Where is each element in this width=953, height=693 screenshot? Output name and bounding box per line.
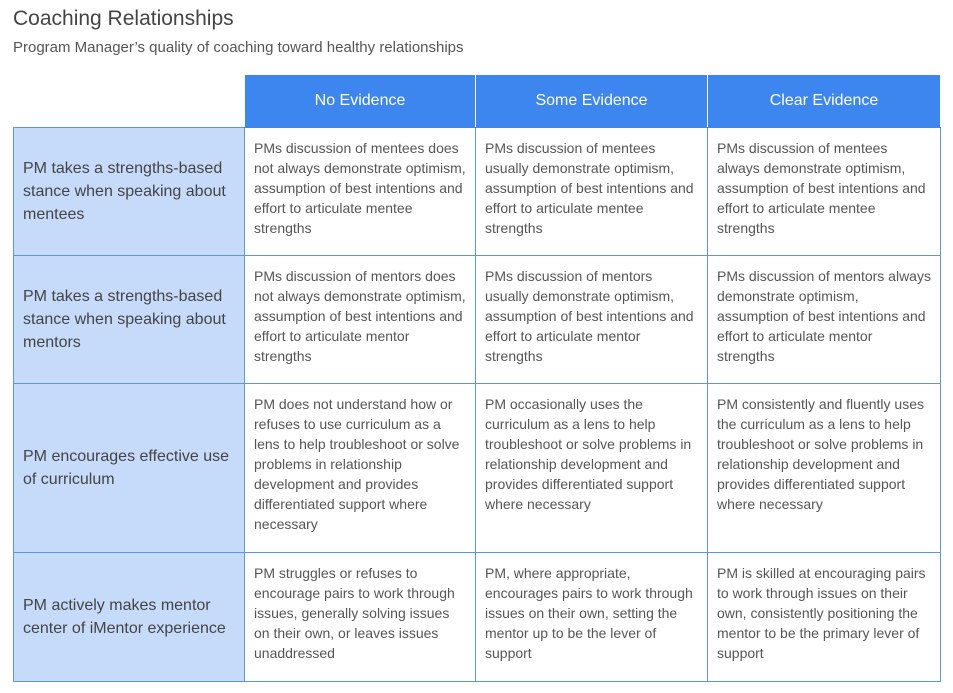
corner-cell bbox=[14, 75, 245, 128]
rating-cell-clear-evidence: PM consistently and fluently uses the curriculum as a lens to help troubleshoot or solve problems in relationship development and provides differentiated support where necessary bbox=[708, 383, 941, 552]
rubric-table bbox=[13, 74, 941, 682]
rating-cell-no-evidence: PM does not understand how or refuses to use curriculum as a lens to help troubleshoot or solve problems in relationship development and provides differentiated support where necessary bbox=[245, 383, 476, 552]
criterion-cell: PM takes a strengths-based stance when speaking about mentors bbox=[14, 255, 245, 383]
rating-cell-clear-evidence: PMs discussion of mentors always demonstrate optimism, assumption of best intentions and effort to articulate mentor strengths bbox=[708, 255, 941, 383]
page-subtitle: Program Manager’s quality of coaching toward healthy relationships bbox=[13, 39, 464, 56]
rating-cell-clear-evidence: PM is skilled at encouraging pairs to work through issues on their own, consistently positioning the mentor to be the primary lever of support bbox=[708, 552, 941, 681]
rating-cell-some-evidence: PM occasionally uses the curriculum as a lens to help troubleshoot or solve problems in relationship development and provides differentiated support where necessary bbox=[476, 383, 708, 552]
criterion-cell: PM actively makes mentor center of iMentor experience bbox=[14, 552, 245, 681]
rating-cell-clear-evidence: PMs discussion of mentees always demonstrate optimism, assumption of best intentions and effort to articulate mentee strengths bbox=[708, 127, 941, 255]
table-row bbox=[14, 552, 941, 681]
column-header-clear-evidence: Clear Evidence bbox=[708, 75, 941, 128]
rating-cell-no-evidence: PMs discussion of mentees does not always demonstrate optimism, assumption of best intentions and effort to articulate mentee strengths bbox=[245, 127, 476, 255]
table-row bbox=[14, 127, 941, 255]
page-title: Coaching Relationships bbox=[13, 7, 234, 30]
criterion-cell: PM encourages effective use of curriculum bbox=[14, 383, 245, 552]
column-header-some-evidence: Some Evidence bbox=[476, 75, 708, 128]
rating-cell-some-evidence: PMs discussion of mentees usually demonstrate optimism, assumption of best intentions and effort to articulate mentee strengths bbox=[476, 127, 708, 255]
rating-cell-no-evidence: PMs discussion of mentors does not always demonstrate optimism, assumption of best intentions and effort to articulate mentor strengths bbox=[245, 255, 476, 383]
column-header-no-evidence: No Evidence bbox=[245, 75, 476, 128]
header-row bbox=[14, 75, 941, 128]
table-row bbox=[14, 255, 941, 383]
rating-cell-no-evidence: PM struggles or refuses to encourage pairs to work through issues, generally solving issues on their own, or leaves issues unaddressed bbox=[245, 552, 476, 681]
rating-cell-some-evidence: PM, where appropriate, encourages pairs to work through issues on their own, setting the mentor up to be the lever of support bbox=[476, 552, 708, 681]
rating-cell-some-evidence: PMs discussion of mentors usually demonstrate optimism, assumption of best intentions and effort to articulate mentor strengths bbox=[476, 255, 708, 383]
table-row bbox=[14, 383, 941, 552]
criterion-cell: PM takes a strengths-based stance when speaking about mentees bbox=[14, 127, 245, 255]
